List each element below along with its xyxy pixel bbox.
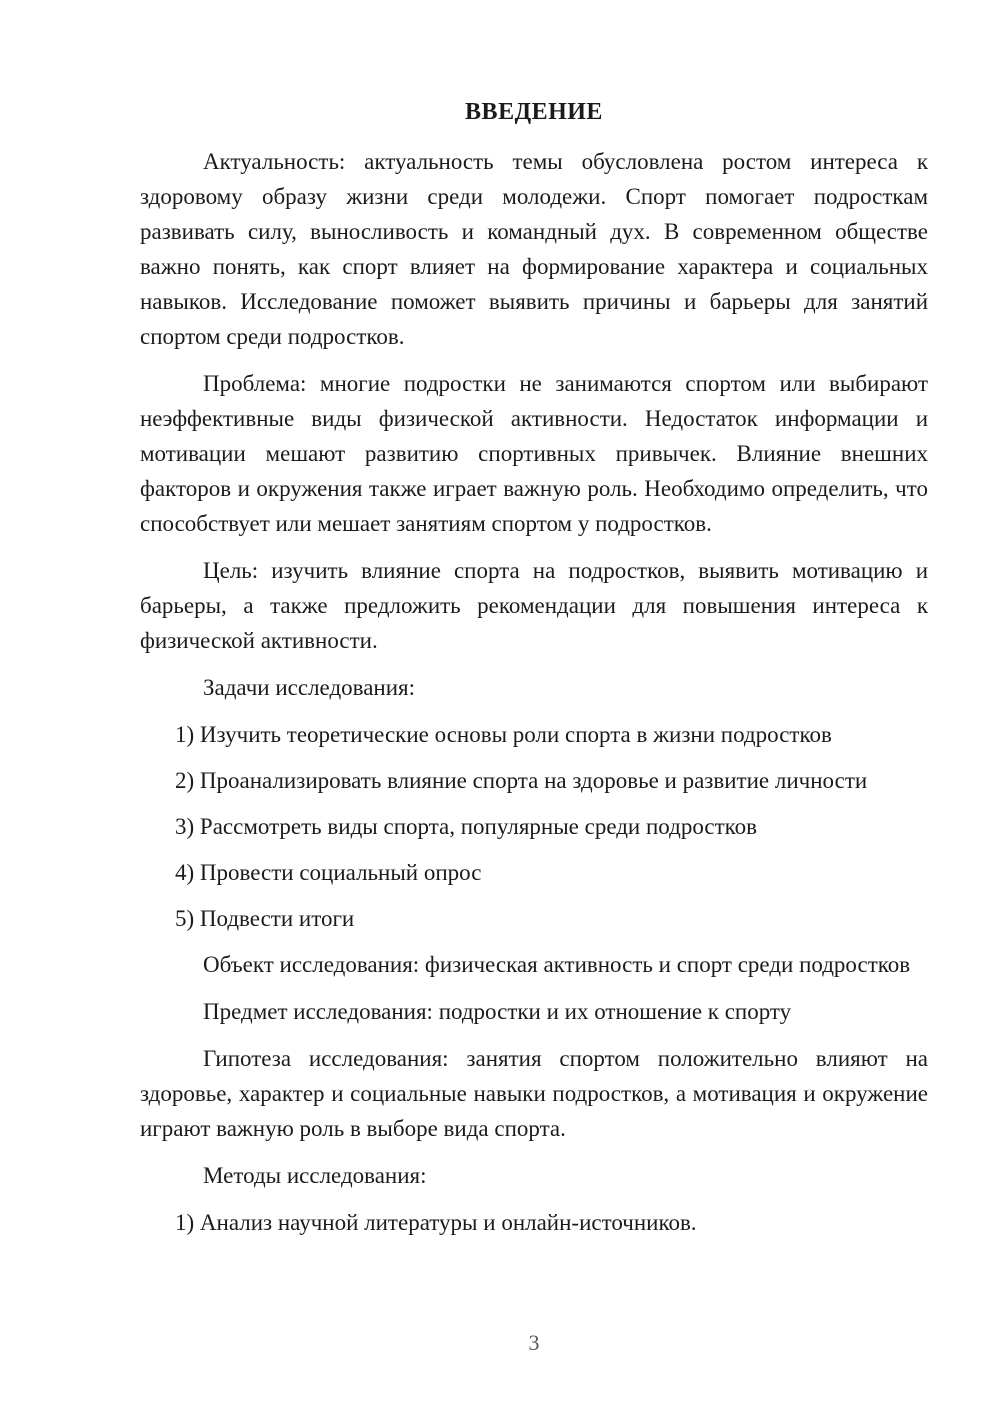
method-item-1: 1) Анализ научной литературы и онлайн-источников. [175, 1210, 697, 1235]
page-title: ВВЕДЕНИЕ [465, 99, 603, 125]
paragraph-relevance: Актуальность: актуальность темы обусловлена ростом интереса к здоровому образу жизни среди молодежи. Спорт помогает подросткам развивать силу, выносливость и командный дух. В современном обществе важно понять, как спорт влияет на формирование характера и социальных навыков. Исследование поможет выявить причины и барьеры для занятий спортом среди подростков. [140, 149, 928, 349]
task-item-5: 5) Подвести итоги [175, 906, 355, 931]
paragraph-subject: Предмет исследования: подростки и их отношение к спорту [203, 999, 792, 1024]
paragraph-object: Объект исследования: физическая активность и спорт среди подростков [203, 952, 911, 977]
task-item-1: 1) Изучить теоретические основы роли спорта в жизни подростков [175, 722, 832, 747]
tasks-heading: Задачи исследования: [203, 675, 416, 700]
paragraph-hypothesis: Гипотеза исследования: занятия спортом положительно влияют на здоровье, характер и социальные навыки подростков, а мотивация и окружение играют важную роль в выборе вида спорта. [140, 1046, 928, 1141]
tasks-list [140, 717, 928, 936]
document-content [140, 95, 928, 1251]
page-number: 3 [528, 1330, 540, 1355]
task-item-2: 2) Проанализировать влияние спорта на здоровье и развитие личности [175, 768, 868, 793]
paragraph-problem: Проблема: многие подростки не занимаются спортом или выбирают неэффективные виды физической активности. Недостаток информации и мотивации мешают развитию спортивных привычек. Влияние внешних факторов и окружения также играет важную роль. Необходимо определить, что способствует или мешает занятиям спортом у подростков. [140, 371, 928, 536]
task-item-4: 4) Провести социальный опрос [175, 860, 482, 885]
paragraph-goal: Цель: изучить влияние спорта на подростков, выявить мотивацию и барьеры, а также предложить рекомендации для повышения интереса к физической активности. [140, 558, 928, 653]
methods-heading: Методы исследования: [203, 1163, 427, 1188]
task-item-3: 3) Рассмотреть виды спорта, популярные среди подростков [175, 814, 758, 839]
methods-list [140, 1205, 928, 1240]
